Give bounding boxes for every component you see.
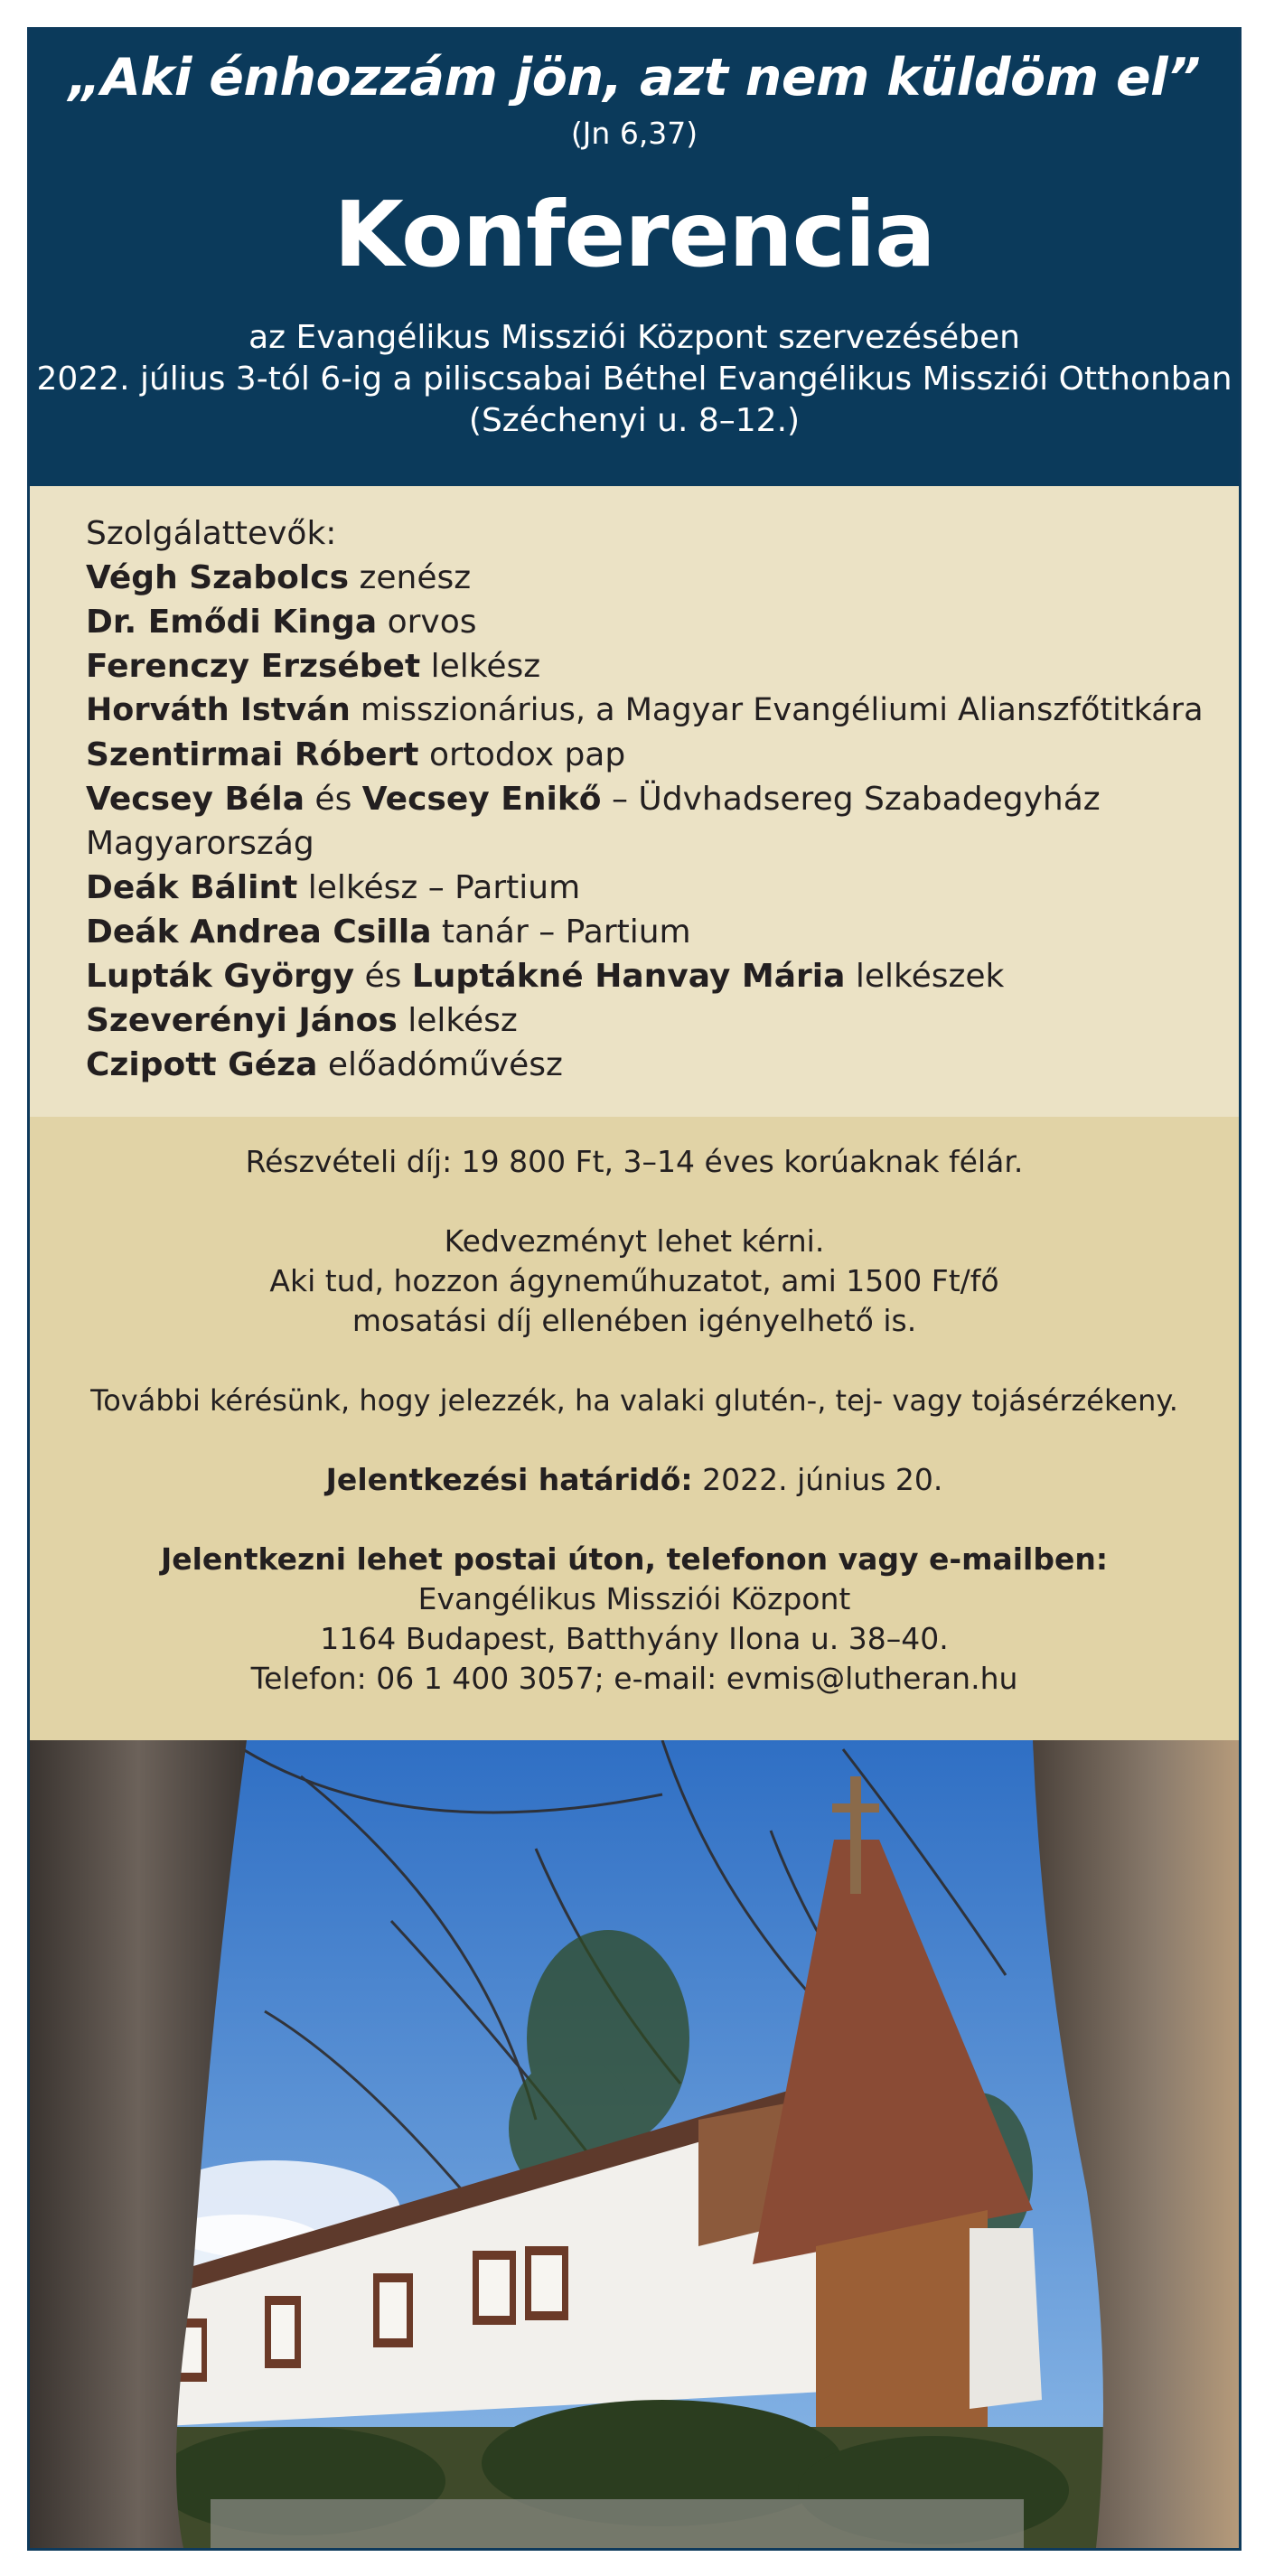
bible-reference: (Jn 6,37): [570, 116, 698, 151]
speaker-role: zenész: [349, 559, 472, 596]
registration-info: [30, 1117, 1239, 1740]
apply-heading-text: Jelentkezni lehet postai úton, telefonon vagy e-mailben:: [160, 1541, 1109, 1577]
speaker-name: Vecsey Béla: [86, 781, 305, 818]
speakers-heading: Szolgálattevők:: [86, 515, 337, 552]
speaker-role: Magyarország: [86, 825, 314, 862]
header-banner: [30, 30, 1239, 486]
speaker-role: tanár – Partium: [431, 913, 691, 951]
speaker-row: [86, 866, 1224, 910]
cross: [850, 1776, 861, 1894]
speaker-name: Deák Bálint: [86, 869, 298, 906]
path: [211, 2499, 1024, 2548]
speaker-row: [86, 1043, 1224, 1087]
speaker-role: misszionárius, a Magyar Evangéliumi Alianszfőtitkára: [350, 692, 1204, 728]
speakers-section: [30, 486, 1239, 1117]
speaker-name-second: Luptákné Hanvay Mária: [411, 958, 846, 995]
speaker-role: lelkész – Partium: [297, 869, 581, 906]
page-title: Konferencia: [333, 182, 935, 287]
speaker-name: Deák Andrea Csilla: [86, 913, 432, 951]
speaker-name: Ferenczy Erzsébet: [86, 648, 421, 685]
chapel-photo: [30, 1740, 1239, 2548]
speaker-name: Szeverényi János: [86, 1002, 398, 1039]
allergy-request: További kérésünk, hogy jelezzék, ha valaki glutén-, tej- vagy tojásérzékeny.: [90, 1383, 1178, 1418]
speaker-row: [86, 954, 1224, 998]
speaker-row: [86, 644, 1224, 688]
speaker-role: előadóművész: [317, 1046, 563, 1083]
speaker-row: [86, 777, 1224, 821]
address-line: (Széchenyi u. 8–12.): [468, 402, 801, 439]
conjunction: és: [354, 958, 412, 995]
speaker-name: Dr. Emődi Kinga: [86, 604, 378, 641]
speaker-role: lelkész: [420, 648, 541, 685]
deadline-line: [30, 1460, 1239, 1500]
contact-line: 1164 Budapest, Batthyány Ilona u. 38–40.: [320, 1621, 949, 1656]
conjunction: és: [304, 781, 362, 818]
speaker-name: Szentirmai Róbert: [86, 736, 419, 773]
speaker-row: [86, 733, 1224, 777]
speaker-row: [86, 600, 1224, 644]
fee-text: Részvételi díj: 19 800 Ft, 3–14 éves korúaknak félár.: [245, 1144, 1024, 1179]
bible-quote: „Aki énhozzám jön, azt nem küldöm el”: [68, 48, 1201, 108]
poster-frame: [27, 27, 1242, 2551]
speaker-name: Horváth István: [86, 692, 351, 728]
speaker-row: [86, 688, 1224, 733]
speaker-role: orvos: [377, 604, 477, 641]
speaker-row-continuation: [86, 821, 1224, 866]
speaker-row: [86, 910, 1224, 954]
event-details: [30, 317, 1239, 442]
speaker-role: lelkész: [397, 1002, 518, 1039]
apply-heading: [30, 1540, 1239, 1579]
contact-line: Telefon: 06 1 400 3057; e-mail: evmis@lutheran.hu: [250, 1661, 1018, 1696]
discount-line: Aki tud, hozzon ágyneműhuzatot, ami 1500 Ft/fő: [269, 1263, 999, 1298]
deadline-label: Jelentkezési határidő:: [325, 1462, 693, 1497]
speaker-row: [86, 998, 1224, 1043]
speaker-role: – Üdvhadsereg Szabadegyház: [601, 781, 1101, 818]
speaker-name: Végh Szabolcs: [86, 559, 350, 596]
speaker-role: ortodox pap: [418, 736, 626, 773]
date-venue-line: 2022. július 3-tól 6-ig a piliscsabai Béthel Evangélikus Missziói Otthonban: [36, 361, 1232, 398]
deadline-value: 2022. június 20.: [692, 1462, 943, 1497]
discount-line: Kedvezményt lehet kérni.: [444, 1223, 825, 1259]
speaker-name-second: Vecsey Enikő: [361, 781, 602, 818]
speaker-role: lelkészek: [845, 958, 1005, 995]
discount-line: mosatási díj ellenében igényelhető is.: [351, 1303, 917, 1338]
contact-line: Evangélikus Missziói Központ: [417, 1581, 851, 1616]
organizer-line: az Evangélikus Missziói Központ szervezésében: [248, 319, 1020, 356]
speaker-name: Czipott Géza: [86, 1046, 318, 1083]
speaker-name: Lupták György: [86, 958, 355, 995]
speaker-row: [86, 556, 1224, 600]
